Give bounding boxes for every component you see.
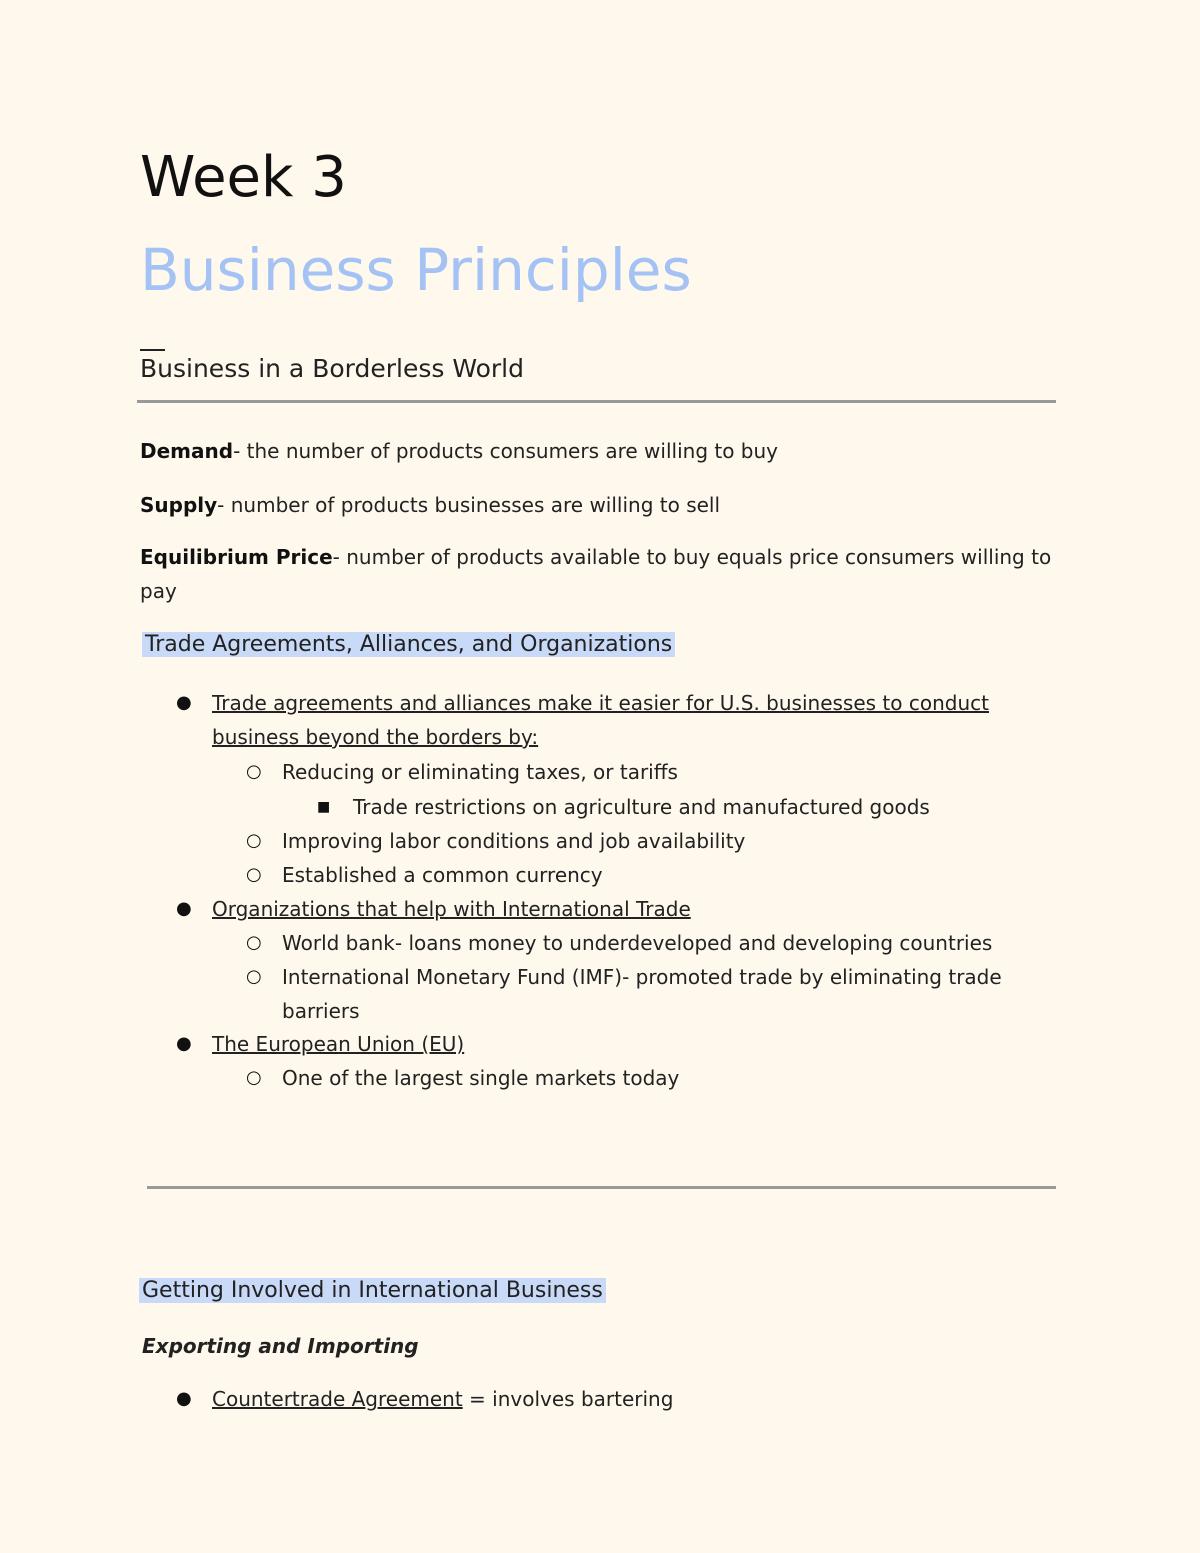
- sub-list-item: Improving labor conditions and job availability: [282, 829, 746, 853]
- sub-bullet-icon: ○: [246, 932, 262, 953]
- definition-continuation: pay: [140, 579, 177, 603]
- page-subtitle: Business Principles: [140, 236, 692, 304]
- bullet-icon: ●: [176, 898, 192, 919]
- heading-decoration: [140, 349, 165, 351]
- horizontal-divider: [137, 400, 1056, 403]
- definition-text: - number of products available to buy equals price consumers willing to: [332, 545, 1052, 569]
- sub-list-item: One of the largest single markets today: [282, 1066, 680, 1090]
- highlighted-heading: Trade Agreements, Alliances, and Organizations: [142, 632, 675, 657]
- list-item: Organizations that help with International Trade: [212, 897, 691, 921]
- definition-term: Supply: [140, 493, 218, 517]
- bullet-icon: ●: [176, 1388, 192, 1409]
- bullet-icon: ●: [176, 1033, 192, 1054]
- definition-text: - the number of products consumers are willing to buy: [233, 439, 779, 463]
- involved-heading: [139, 1276, 606, 1306]
- list-item-term: Countertrade Agreement: [212, 1387, 463, 1411]
- sub-bullet-icon: ○: [246, 1067, 262, 1088]
- list-item-continuation: business beyond the borders by:: [212, 725, 539, 749]
- trade-heading: [142, 630, 675, 660]
- sub-list-item: Reducing or eliminating taxes, or tariffs: [282, 760, 678, 784]
- definition-term: Demand: [140, 439, 234, 463]
- sub-bullet-icon: ○: [246, 830, 262, 851]
- list-item: [212, 1382, 673, 1416]
- definition-demand: [140, 434, 778, 468]
- sub-list-item: World bank- loans money to underdeveloped and developing countries: [282, 931, 993, 955]
- sub-list-item: Established a common currency: [282, 863, 603, 887]
- bullet-icon: ●: [176, 692, 192, 713]
- list-item: The European Union (EU): [212, 1032, 465, 1056]
- list-item-text: = involves bartering: [462, 1387, 674, 1411]
- definition-text: - number of products businesses are willing to sell: [217, 493, 721, 517]
- sub-bullet-icon: ○: [246, 761, 262, 782]
- definition-supply: [140, 488, 720, 522]
- sub-bullet-icon: ○: [246, 864, 262, 885]
- horizontal-divider: [147, 1186, 1056, 1189]
- definition-equilibrium-price: [140, 540, 1051, 574]
- list-item: Trade agreements and alliances make it easier for U.S. businesses to conduct: [212, 691, 989, 715]
- sub-list-item-continuation: barriers: [282, 999, 360, 1023]
- export-heading: Exporting and Importing: [142, 1334, 419, 1358]
- sub-sub-list-item: Trade restrictions on agriculture and manufactured goods: [353, 795, 930, 819]
- sub-list-item: International Monetary Fund (IMF)- promoted trade by eliminating trade: [282, 965, 1002, 989]
- highlighted-heading: Getting Involved in International Business: [139, 1278, 606, 1303]
- square-bullet-icon: ■: [317, 799, 331, 815]
- sub-bullet-icon: ○: [246, 966, 262, 987]
- definition-term: Equilibrium Price: [140, 545, 333, 569]
- page-title: Week 3: [140, 145, 347, 210]
- section-heading: Business in a Borderless World: [140, 354, 524, 383]
